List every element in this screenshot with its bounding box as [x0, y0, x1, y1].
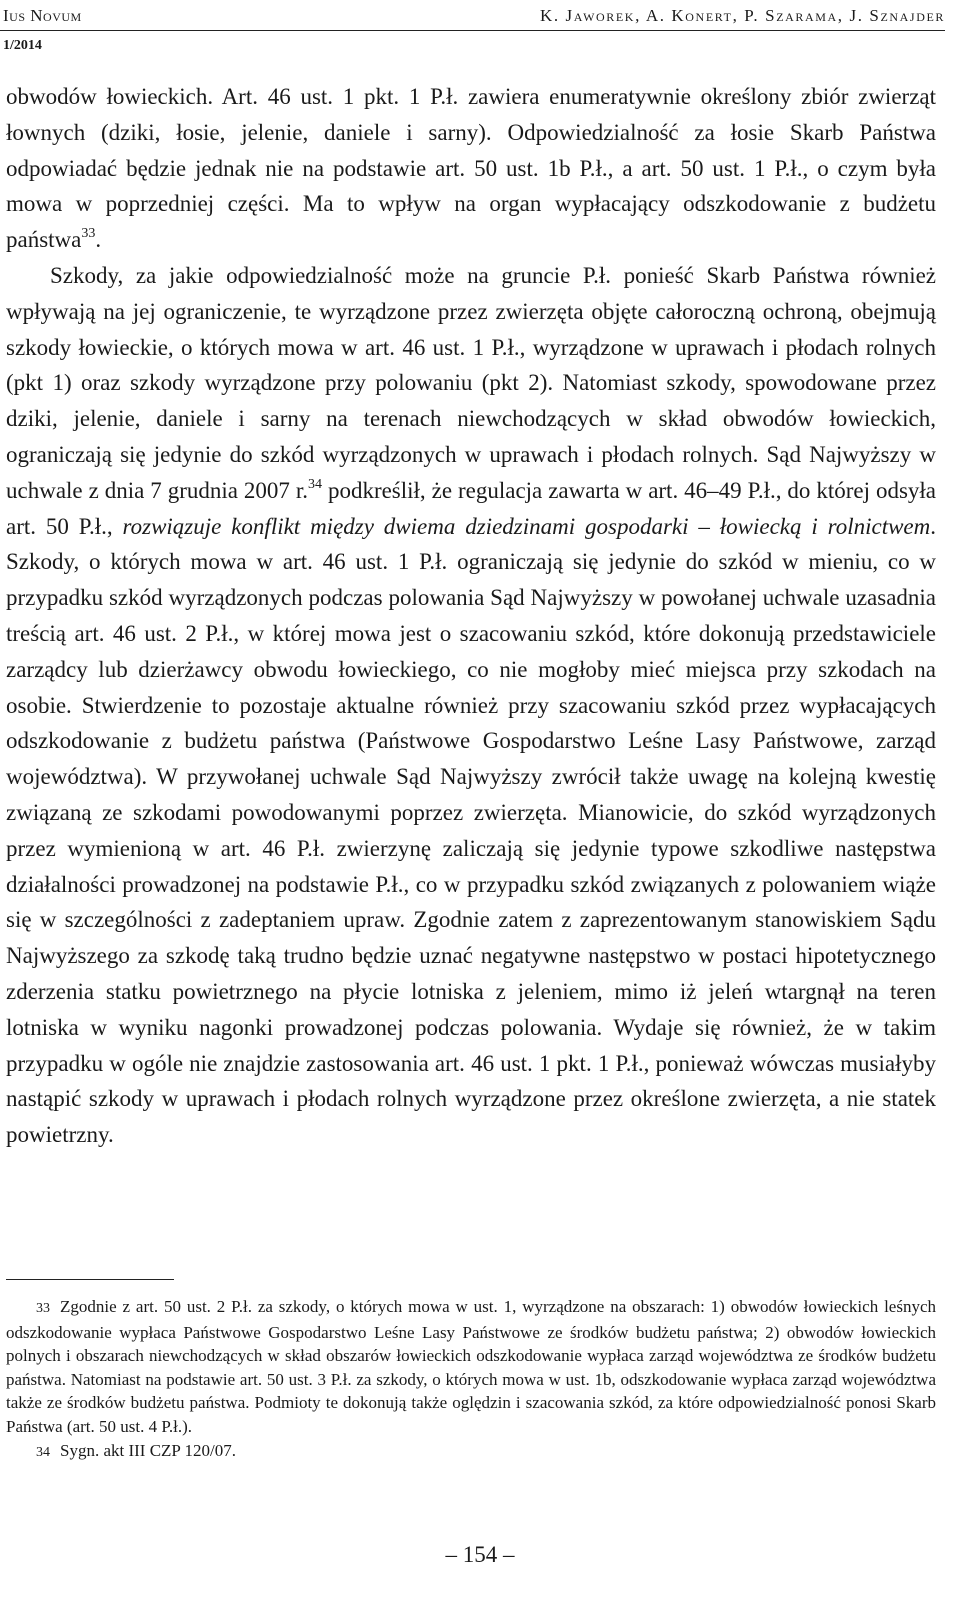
paragraph-1 — [6, 79, 936, 258]
footnote-text: Zgodnie z art. 50 ust. 2 P.ł. za szkody, o których mowa w ust. 1, wyrządzone na obszarach: 1) obwodów łowieckich leśnych odszkodowanie wypłaca Państwowe Gospodarstwo Leśne Lasy Państwowe ze środków budżetu państwa; 2) obwodów łowieckich polnych i obszarach niewchodzących w skład obszarów łowieckich odszkodowanie wypłaca zarząd województwa ze środków budżetu państwa. Natomiast na podstawie art. 50 ust. 3 P.ł. za szkody, o których mowa w ust. 1b, odszkodowanie wypłaca zarząd województwa także ze środków budżetu państwa. Podmioty te dokonują także oględzin i szacowania szkód, za które odpowiedzialność ponosi Skarb Państwa (art. 50 ust. 4 P.ł.). — [6, 1297, 936, 1436]
footnote-number: 33 — [36, 1301, 50, 1316]
article-authors: K. Jaworek, A. Konert, P. Szarama, J. Sznajder — [539, 6, 945, 25]
issue-number: 1/2014 — [3, 38, 42, 53]
footnote-text: Sygn. akt III CZP 120/07. — [60, 1440, 236, 1460]
paragraph-2-text-c: . Szkody, o których mowa w art. 46 ust. 1 P.ł. ograniczają się jedynie do szkód w mieniu, co w przypadku szkód wyrządzonych podczas polowania Sąd Najwyższy w powołanej uchwale uzasadnia treścią art. 46 ust. 2 P.ł., w której mowa jest o szacowaniu szkód, które dokonują przedstawiciele zarządcy lub dzierżawcy obwodu łowieckiego, co nie mogłoby mieć miejsca przy szkodach na osobie. Stwierdzenie to pozostaje aktualne również przy szacowaniu szkód przez wypłacających odszkodowanie z budżetu państwa (Państwowe Gospodarstwo Leśne Lasy Państwowe, zarząd województwa). W przywołanej uchwale Sąd Najwyższy zwrócił także uwagę na kolejną kwestię związaną ze szkodami powodowanymi poprzez zwierzęta. Mianowicie, do szkód wyrządzonych przez wymienioną w art. 46 P.ł. zwierzynę zaliczają się jedynie typowe szkodliwe następstwa działalności prowadzonej na podstawie P.ł., co w przypadku szkód związanych z polowaniem wiąże się w szczególności z zadeptaniem upraw. Zgodnie zatem z zaprezentowanym stanowiskiem Sądu Najwyższego za szkodę taką trudno będzie uznać negatywne następstwo w postaci hipotetycznego zderzenia statku powietrznego na płycie lotniska z jeleniem, mimo iż jeleń wtargnął na teren lotniska w wyniku nagonki prowadzonej podczas polowania. Wydaje się również, że w takim przypadku w ogóle nie znajdzie zastosowania art. 46 ust. 1 pkt. 1 P.ł., ponieważ wówczas musiałyby nastąpić szkody w uprawach i płodach rolnych wyrządzone przez określone zwierzęta, a nie statek powietrzny. — [6, 513, 937, 1148]
running-header — [0, 4, 945, 31]
quoted-phrase: rozwiązuje konflikt między dwiema dziedzinami gospodarki – łowiecką i rolnictwem — [122, 513, 931, 539]
paragraph-1-end: . — [95, 227, 102, 253]
footnote-ref-33[interactable]: 33 — [81, 226, 96, 242]
footnote-number: 34 — [36, 1444, 50, 1460]
footnote-33 — [6, 1295, 936, 1439]
footnote-34 — [6, 1439, 936, 1465]
footnotes — [6, 1295, 936, 1464]
paragraph-2 — [6, 258, 936, 1153]
paragraph-2-text-a: Szkody, za jakie odpowiedzialność może na gruncie P.ł. ponieść Skarb Państwa również wpływają na jej ograniczenie, te wyrządzone przez zwierzęta objęte całoroczną ochroną, obejmują szkody łowieckie, o których mowa w art. 46 ust. 1 P.ł., wyrządzone w uprawach i płodach rolnych (pkt 1) oraz szkody wyrządzone przy polowaniu (pkt 2). Natomiast szkody, spowodowane przez dziki, jelenie, daniele i sarny na terenach niewchodzących w skład obwodów łowieckich, ograniczają się jedynie do szkód wyrządzonych w uprawach i płodach rolnych. Sąd Najwyższy w uchwale z dnia 7 grudnia 2007 r. — [6, 262, 936, 503]
footnote-separator — [6, 1279, 174, 1280]
journal-title: Ius Novum — [3, 6, 82, 25]
paragraph-2-text-b: podkreślił, że regulacja zawarta w art. 46–49 P.ł., do której odsyła art. 50 P.ł., — [6, 477, 936, 539]
page-number: – 154 – — [445, 1542, 515, 1567]
footnote-ref-34[interactable]: 34 — [308, 476, 322, 492]
main-text — [6, 79, 936, 1153]
paragraph-1-text: obwodów łowieckich. Art. 46 ust. 1 pkt. 1 P.ł. zawiera enumeratywnie określony zbiór zwierząt łownych (dziki, łosie, jelenie, daniele i sarny). Odpowiedzialność za łosie Skarb Państwa odpowiadać będzie jednak nie na podstawie art. 50 ust. 1b P.ł., a art. 50 ust. 1 P.ł., o czym była mowa w poprzedniej części. Ma to wpływ na organ wypłacający odszkodowanie z budżetu państwa — [6, 84, 936, 253]
